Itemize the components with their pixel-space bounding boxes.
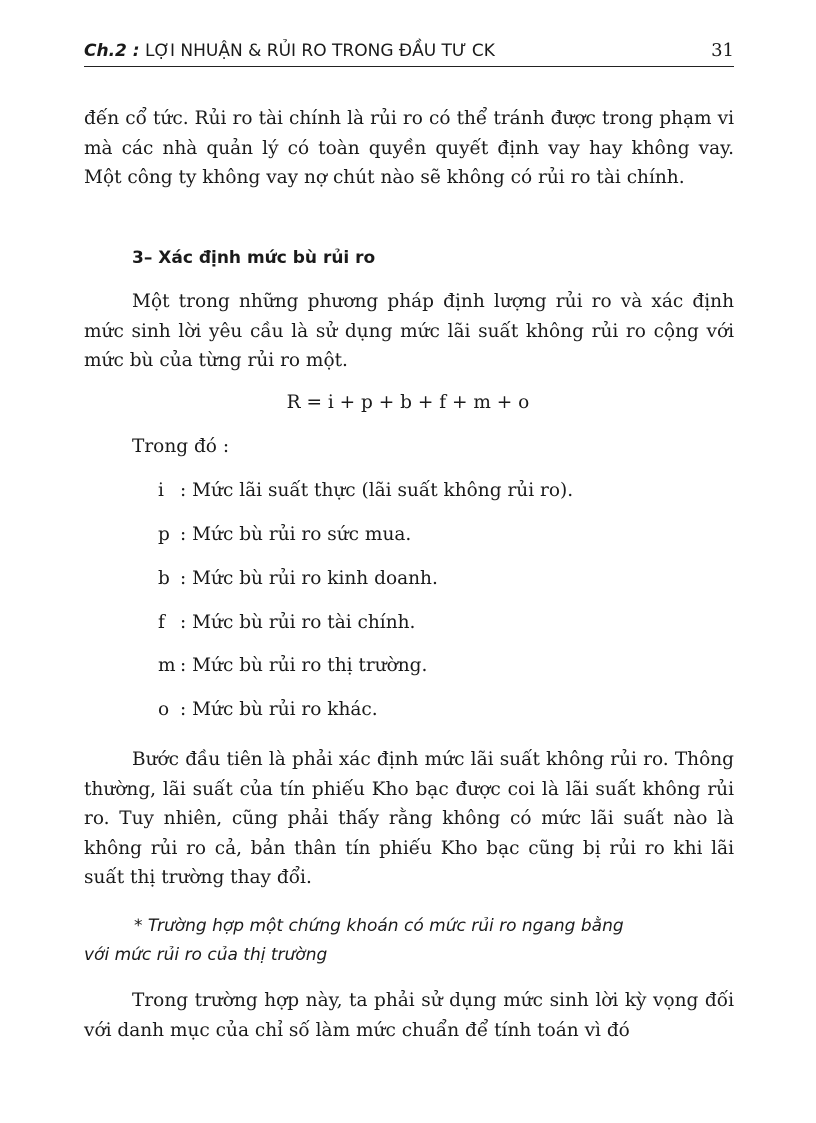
definition-text: : Mức bù rủi ro thị trường. <box>180 655 428 676</box>
definition-symbol: m <box>158 655 176 676</box>
section-heading: 3– Xác định mức bù rủi ro <box>132 248 376 268</box>
paragraph-method: Một trong những phương pháp định lượng rủi ro và xác định mức sinh lời yêu cầu là sử dụng mức lãi suất không rủi ro cộng với mức bù của từng rủi ro một. <box>84 291 734 371</box>
definition-text: : Mức bù rủi ro kinh doanh. <box>180 568 438 589</box>
case-heading <box>84 912 734 970</box>
definition-f <box>158 610 415 636</box>
chapter-label: Ch.2 : <box>84 41 140 61</box>
definition-symbol: p <box>158 524 170 545</box>
risk-formula: R = i + p + b + f + m + o <box>286 392 530 413</box>
definition-text: : Mức lãi suất thực (lãi suất không rủi ro). <box>180 480 574 501</box>
definition-text: : Mức bù rủi ro tài chính. <box>180 612 416 633</box>
definition-b <box>158 566 438 592</box>
definition-i <box>158 478 573 504</box>
definition-symbol: f <box>158 612 165 633</box>
paragraph-financial-risk: đến cổ tức. Rủi ro tài chính là rủi ro có thể tránh được trong phạm vi mà các nhà quản lý có toàn quyền quyết định vay hay không vay. Một công ty không vay nợ chút nào sẽ không có rủi ro tài chính. <box>84 108 734 188</box>
definition-m <box>158 653 427 679</box>
page-number: 31 <box>711 40 734 61</box>
paragraph-case: Trong trường hợp này, ta phải sử dụng mức sinh lời kỳ vọng đối với danh mục của chỉ số làm mức chuẩn để tính toán vì đó <box>84 990 734 1041</box>
definition-symbol: b <box>158 568 170 589</box>
running-header <box>84 40 734 67</box>
definition-text: : Mức bù rủi ro sức mua. <box>180 524 412 545</box>
definition-symbol: o <box>158 699 170 720</box>
case-heading-line2: với mức rủi ro của thị trường <box>84 945 328 965</box>
definition-o <box>158 697 378 723</box>
chapter-title: LỢI NHUẬN & RỦI RO TRONG ĐẦU TƯ CK <box>139 41 495 61</box>
definition-symbol: i <box>158 480 164 501</box>
where-label: Trong đó : <box>132 436 230 457</box>
definition-p <box>158 522 411 548</box>
paragraph-first-step: Bước đầu tiên là phải xác định mức lãi suất không rủi ro. Thông thường, lãi suất của tín phiếu Kho bạc được coi là lãi suất không rủi ro. Tuy nhiên, cũng phải thấy rằng không có mức lãi suất nào là không rủi ro cả, bản thân tín phiếu Kho bạc cũng bị rủi ro khi lãi suất thị trường thay đổi. <box>84 749 734 888</box>
case-heading-line1: * Trường hợp một chứng khoán có mức rủi ro ngang bằng <box>134 916 624 936</box>
definition-text: : Mức bù rủi ro khác. <box>180 699 378 720</box>
